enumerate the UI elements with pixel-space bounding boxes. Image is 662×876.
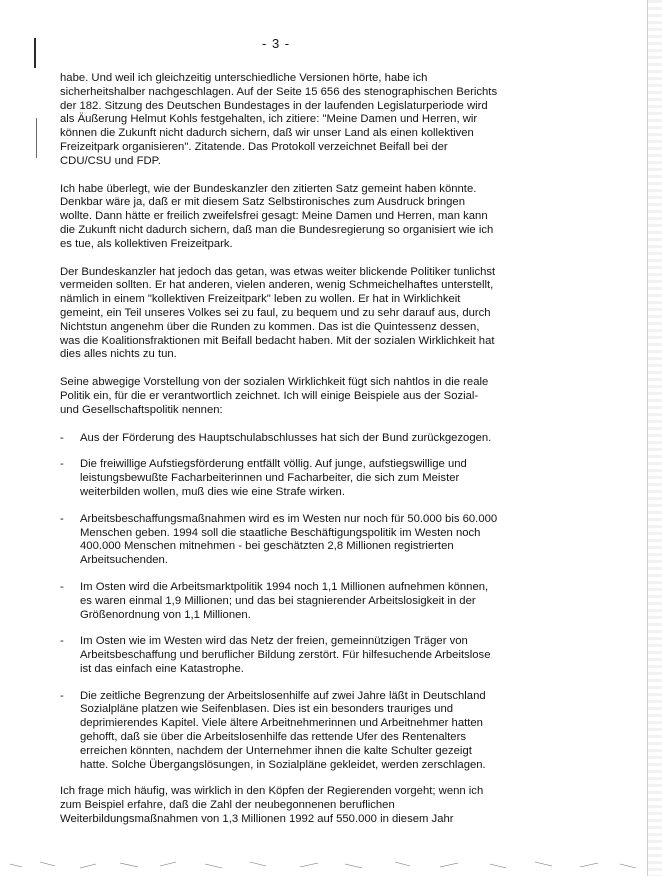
list-item-text: Die freiwillige Aufstiegsförderung entfällt völlig. Auf junge, aufstiegswillige und leistungsbewußte Facharbeiterinnen und Facharbeiter, die sich zum Meister weiterbilden wollen, muß dies wie eine Strafe wirken. xyxy=(80,458,467,498)
paragraph: Ich habe überlegt, wie der Bundeskanzler den zitierten Satz gemeint haben könnte. Denkbar wäre ja, daß er mit diesem Satz Selbstironisches zum Ausdruck bringen wollte. Dann hätte er freilich zweifelsfrei gesagt: Meine Damen und Herren, man kann die Zukunft nicht dadurch sichern, daß man die Bundesregierung so organisiert wie ich es tue, als kollektiven Freizeitpark. xyxy=(60,182,494,250)
list-item xyxy=(60,690,498,773)
closing-paragraph: Ich frage mich häufig, was wirklich in den Köpfen der Regierenden vorgeht; wenn ich zum Beispiel erfahre, daß die Zahl der neubegonnenen beruflichen Weiterbildungsmaßnahmen von 1,3 Millionen 1992 auf 550.000 in diesem Jahr xyxy=(60,785,484,826)
list-item-text: Im Osten wie im Westen wird das Netz der freien, gemeinnützigen Träger von Arbeitsbeschaffung und beruflicher Bildung zerstört. Für hilfesuchende Arbeitslose ist das einfach eine Katastrophe. xyxy=(80,635,491,675)
list-item-text: Die zeitliche Begrenzung der Arbeitslosenhilfe auf zwei Jahre läßt in Deutschland Sozialpläne platzen wie Seifenblasen. Dies ist ein besonders trauriges und deprimierendes Kapitel. Viele ältere Arbeitnehmerinnen und Arbeitnehmer hatten gehofft, daß sie über die Arbeitslosenhilfe das rettende Ufer des Rentenalters erreichen könnten, nachdem der Unternehmer ihnen die kalte Schulter gezeigt hatte. Solche Übergangslösungen, in Sozialpläne gekleidet, werden zerschlagen. xyxy=(80,689,486,771)
paragraph: habe. Und weil ich gleichzeitig unterschiedliche Versionen hörte, habe ich sicherheitshalber nachgeschlagen. Auf der Seite 15 656 des stenographischen Berichts der 182. Sitzung des Deutschen Bundestages in der laufenden Legislaturperiode wird als Äußerung Helmut Kohls festgehalten, ich zitiere: "Meine Damen und Herren, wir können die Zukunft nicht dadurch sichern, daß wir unser Land als einen kollektiven Freizeitpark organisieren". Zitatende. Das Protokoll verzeichnet Beifall bei der CDU/CSU und FDP. xyxy=(60,72,498,167)
list-item xyxy=(60,458,498,499)
paragraph: Seine abwegige Vorstellung von der sozialen Wirklichkeit fügt sich nahtlos in die reale Politik ein, für die er verantwortlich zeichnet. Ich will einige Beispiele aus der Sozial- und Gesellschaftspolitik nennen: xyxy=(60,376,489,416)
scan-binding-mark xyxy=(36,118,37,158)
scan-edge xyxy=(647,0,662,876)
scan-noise xyxy=(0,850,662,876)
bullet-dash: - xyxy=(60,635,64,648)
bullet-dash: - xyxy=(60,431,64,444)
list-item xyxy=(60,513,498,568)
scan-binding-mark xyxy=(34,38,36,68)
list-item xyxy=(60,432,498,446)
list-item xyxy=(60,635,498,676)
list-item-text: Im Osten wird die Arbeitsmarktpolitik 1994 noch 1,1 Millionen aufnehmen können, es waren einmal 1,9 Millionen; und das bei stagnierender Arbeitslosigkeit in der Größenordnung von 1,1 Millionen. xyxy=(80,580,489,621)
list-item-text: Arbeitsbeschaffungsmaßnahmen wird es im Westen nur noch für 50.000 bis 60.000 Menschen geben. 1994 soll die staatliche Beschäftigungspolitik im Westen noch 400.000 Menschen mitnehmen - bei geschätzten 2,8 Millionen registrierten Arbeitsuchenden. xyxy=(80,512,498,567)
bullet-dash: - xyxy=(60,458,64,471)
bullet-list xyxy=(60,432,498,773)
bullet-dash: - xyxy=(60,512,64,525)
bullet-dash: - xyxy=(60,689,64,702)
list-item xyxy=(60,581,498,622)
bullet-dash: - xyxy=(60,580,64,593)
document-body xyxy=(60,72,498,841)
page-number: - 3 - xyxy=(262,36,291,51)
list-item-text: Aus der Förderung des Hauptschulabschlusses hat sich der Bund zurückgezogen. xyxy=(80,431,492,444)
paragraph: Der Bundeskanzler hat jedoch das getan, was etwas weiter blickende Politiker tunlichst vermeiden sollten. Er hat anderen, vielen anderen, wenig Schmeichelhaftes unterstellt, nämlich in einem "kollektiven Freizeitpark" leben zu wollen. Er hat in Wirklichkeit gemeint, ein Teil unseres Volkes sei zu faul, zu bequem und zu sehr darauf aus, durch Nichtstun angenehm über die Runden zu kommen. Das ist die Quintessenz dessen, was die Koalitionsfraktionen mit Beifall bedacht haben. Mit der sozialen Wirklichkeit hat dies alles nichts zu tun. xyxy=(60,265,496,361)
